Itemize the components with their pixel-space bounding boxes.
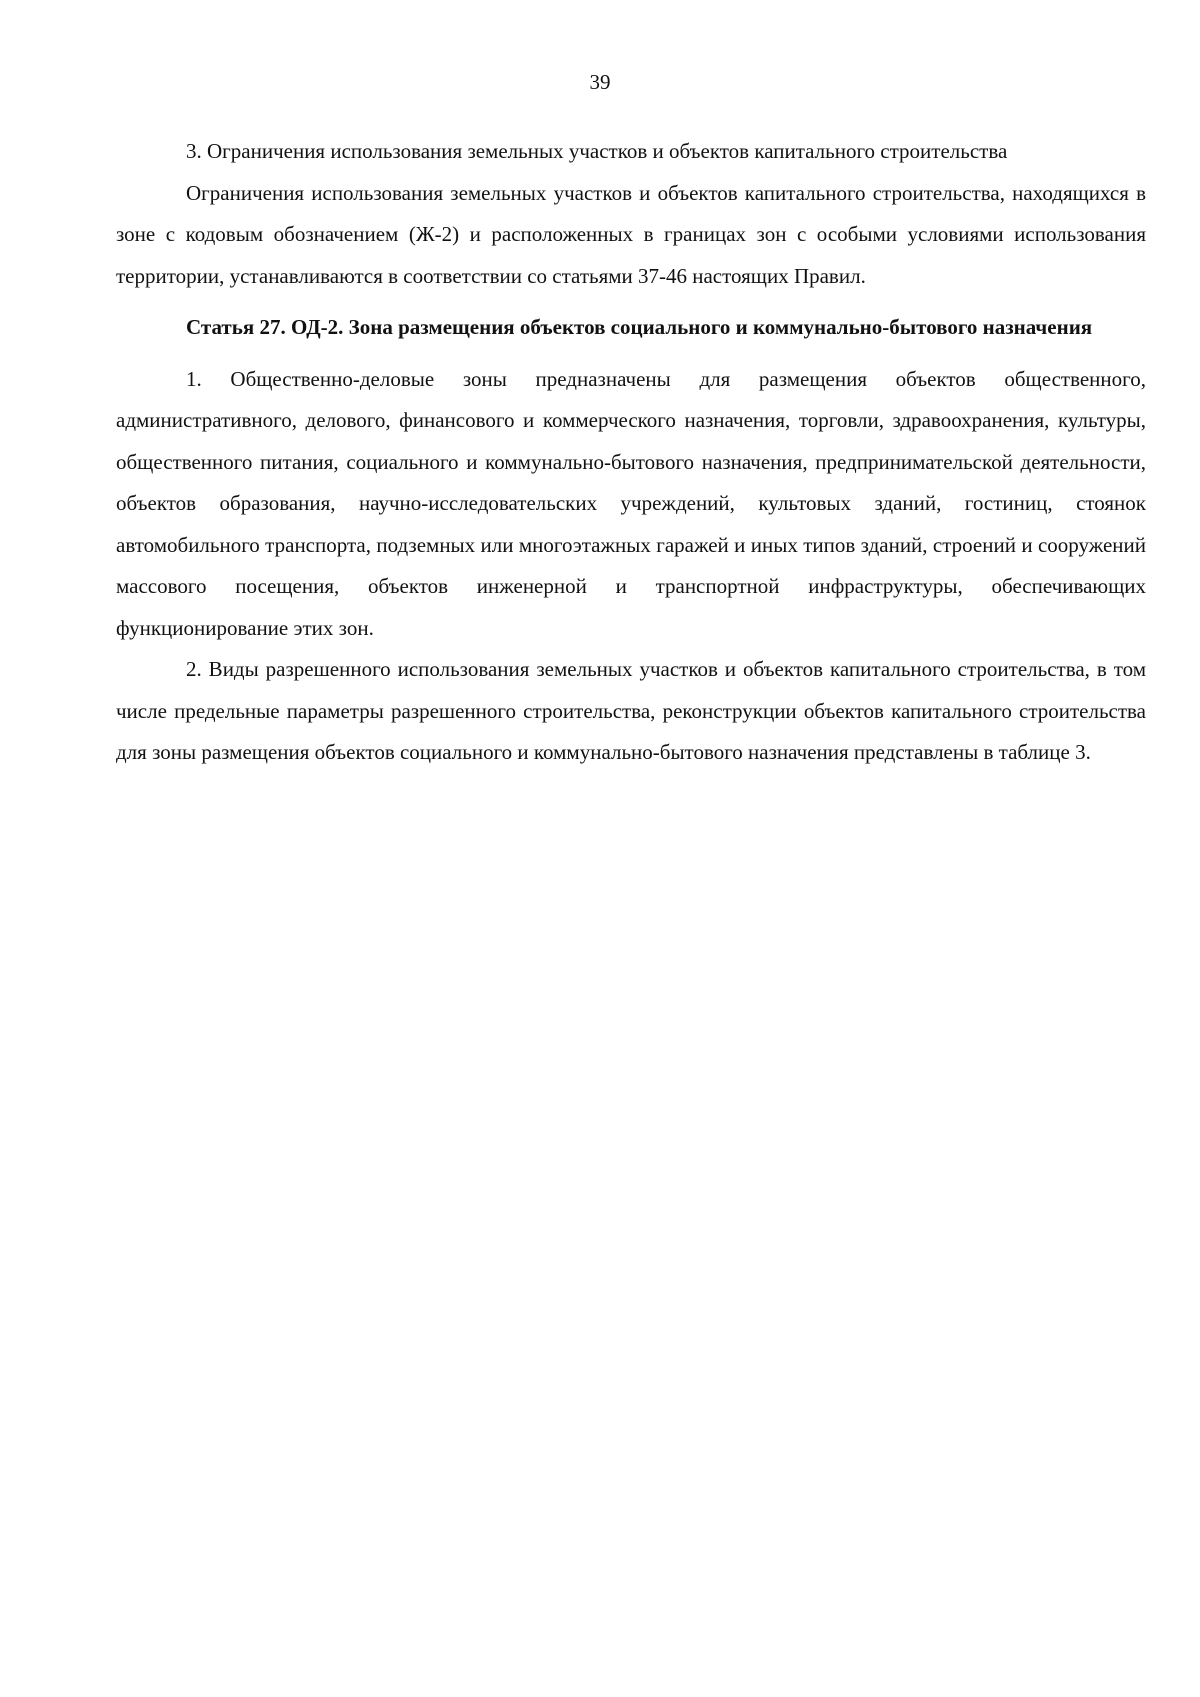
page-number: 39 <box>589 70 611 94</box>
section-3-title: 3. Ограничения использования земельных участков и объектов капитального строительства <box>186 139 1008 163</box>
article-27-heading: Статья 27. ОД-2. Зона размещения объектов социального и коммунально-бытового назначения <box>186 315 1093 339</box>
section-3-text: Ограничения использования земельных участков и объектов капитального строительства, находящихся в зоне с кодовым обозначением (Ж-2) и расположенных в границах зон с особыми условиями использования территории, устанавливаются в соответствии со статьями 37-46 настоящих Правил. <box>116 180 1146 288</box>
article-27-paragraph-1: 1. Общественно-деловые зоны предназначены для размещения объектов общественного, административного, делового, финансового и коммерческого назначения, торговли, здравоохранения, культуры, общественного питания, социального и коммунально-бытового назначения, предпринимательской деятельности, объектов образования, научно-исследовательских учреждений, культовых зданий, гостиниц, стоянок автомобильного транспорта, подземных или многоэтажных гаражей и иных типов зданий, строений и сооружений массового посещения, объектов инженерной и транспортной инфраструктуры, обеспечивающих функционирование этих зон. <box>116 366 1146 640</box>
document-body <box>116 131 1146 774</box>
article-27-paragraph-2: 2. Виды разрешенного использования земельных участков и объектов капитального строительства, в том числе предельные параметры разрешенного строительства, реконструкции объектов капитального строительства для зоны размещения объектов социального и коммунально-бытового назначения представлены в таблице 3. <box>116 657 1146 764</box>
